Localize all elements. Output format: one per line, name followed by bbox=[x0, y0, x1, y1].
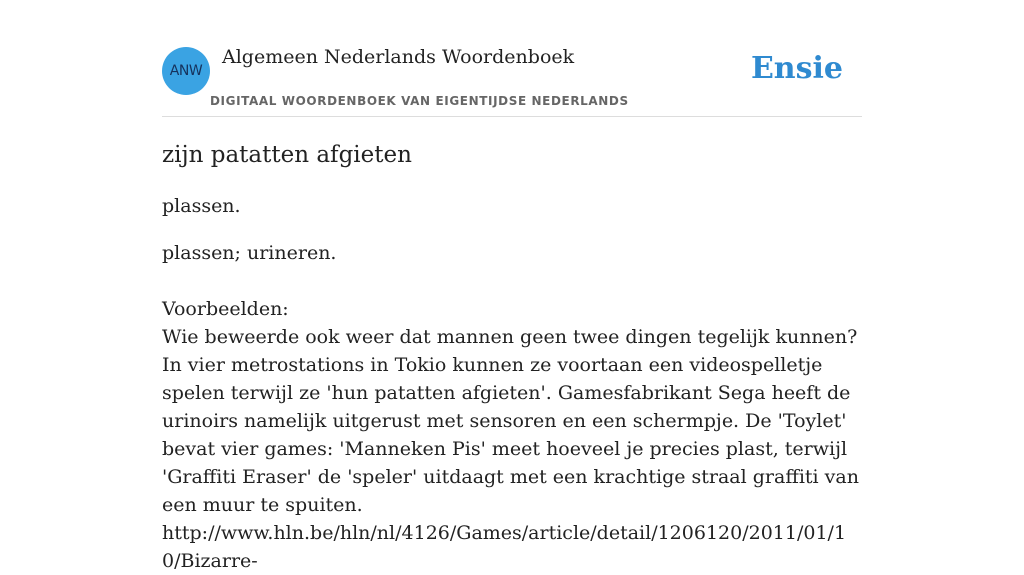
entry-content bbox=[162, 116, 862, 575]
examples-section bbox=[162, 295, 862, 575]
site-header bbox=[162, 40, 862, 117]
source-link[interactable]: http://www.hln.be/hln/nl/4126/Games/article/detail/1206120/2011/01/10/Bizarre- bbox=[162, 522, 847, 572]
entry-headword: zijn patatten afgieten bbox=[162, 142, 412, 168]
example-text: Wie beweerde ook weer dat mannen geen twee dingen tegelijk kunnen? In vier metrostations in Tokio kunnen ze voortaan een videospelletje spelen terwijl ze 'hun patatten afgieten'. Gamesfabrikant Sega heeft de urinoirs namelijk uitgerust met sensoren en een schermpje. De 'Toylet' bevat vier games: 'Manneken Pis' meet hoeveel je precies plast, terwijl 'Graffiti Eraser' de 'speler' uitdaagt met een krachtige straal graffiti van een muur te spuiten. bbox=[162, 326, 859, 516]
definition-long: plassen; urineren. bbox=[162, 242, 337, 264]
site-title[interactable]: Algemeen Nederlands Woordenboek bbox=[222, 46, 575, 68]
definition-short: plassen. bbox=[162, 195, 241, 217]
examples-label: Voorbeelden: bbox=[162, 298, 289, 320]
anw-logo[interactable]: ANW bbox=[162, 47, 210, 95]
ensie-logo-link[interactable]: Ensie bbox=[750, 51, 843, 86]
site-subtitle: DIGITAAL WOORDENBOEK VAN EIGENTIJDSE NEDERLANDS bbox=[210, 94, 629, 108]
